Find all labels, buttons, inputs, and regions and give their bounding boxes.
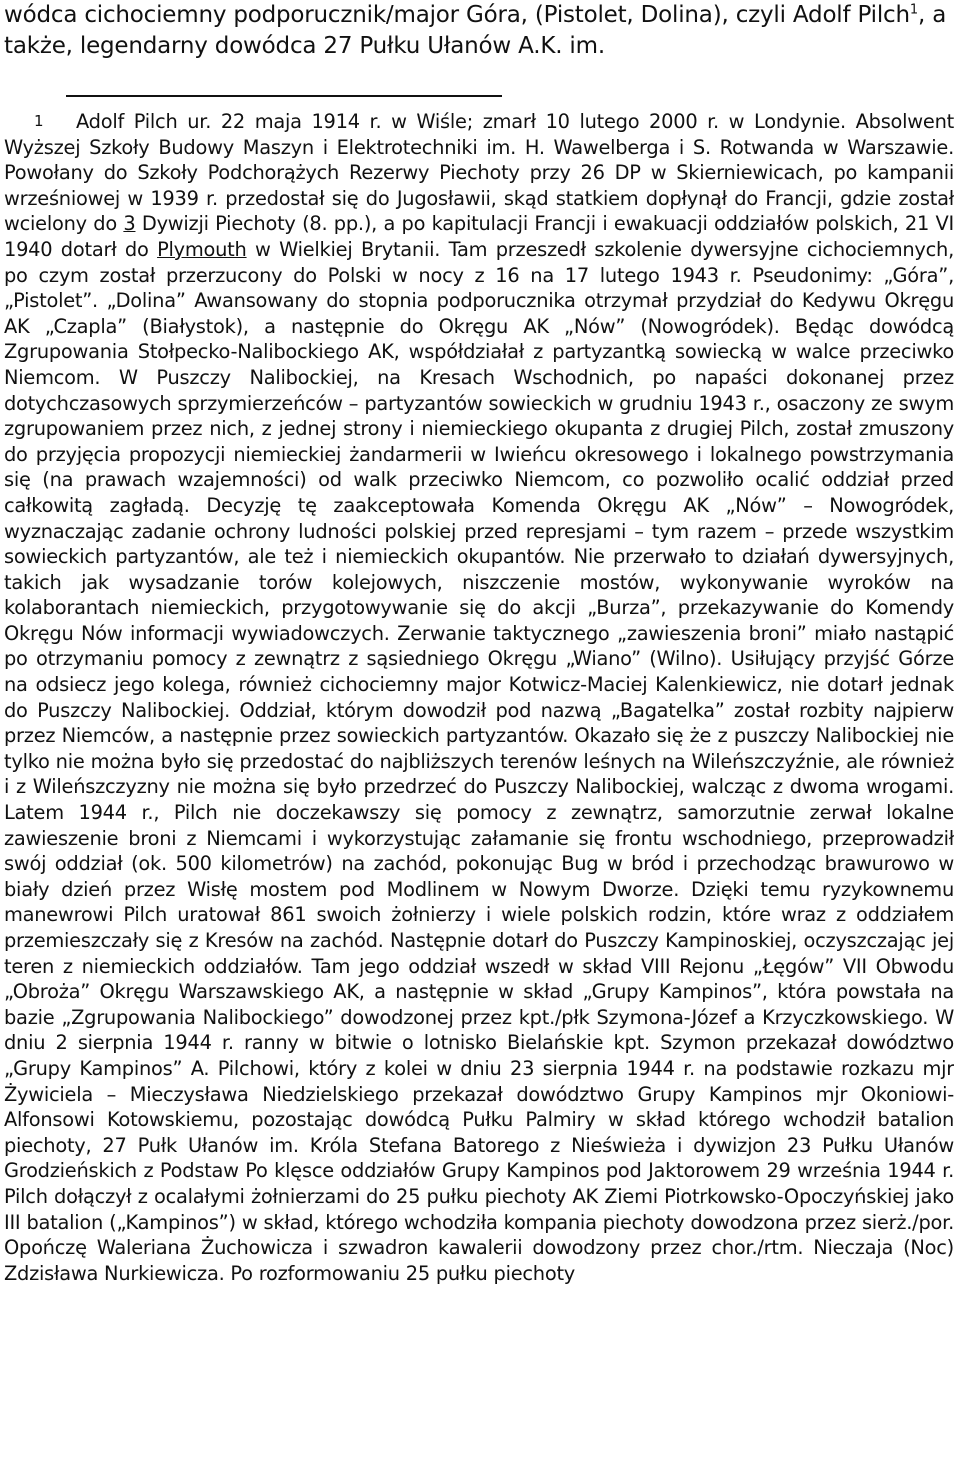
footnote-underlined-place: Plymouth — [157, 237, 247, 261]
footnote-separator — [66, 95, 502, 97]
heading-text-start: wódca cichociemny podporucznik/major Góra, (Pistolet, Dolina), czyli Adolf Pilch — [4, 2, 910, 28]
footnote-text-2: Dywizji Piechoty (8. pp.), a po kapitulacji Francji i ewakuacji oddziałów polskich, 21 VI 1940 dotarł do — [4, 212, 954, 261]
heading-text-end: , a także, legendarny dowódca 27 Pułku Ułanów A.K. im. — [4, 2, 947, 59]
footnote-text-3: w Wielkiej Brytanii. Tam przeszedł szkolenie dywersyjne cichociemnych, po czym został przerzucony do Polski w nocy z 16 na 17 lutego 1943 r. Pseudonimy: „Góra”, „Pistolet”. „Dolina” Awansowany do stopnia podporucznika otrzymał przydział do Kedywu Okręgu AK „Czapla” (Białystok), a następnie do Okręgu AK „Nów” (Nowogródek). Będąc dowódcą Zgrupowania Stołpecko-Nalibockiego AK, współdziałał z partyzantką sowiecką w walce przeciwko Niemcom. W Puszczy Nalibockiej, na Kresach Wschodnich, po napaści dokonanej przez dotychczasowych sprzymierzeńców – partyzantów sowieckich w grudniu 1943 r., osaczony ze swym zgrupowaniem przez nich, z jednej strony i niemieckiego okupanta z drugiej Pilch, został zmuszony do przyjęcia propozycji niemieckiej żandarmerii w Iwieńcu okresowego i lokalnego powstrzymania się (na prawach wzajemności) od walk przeciwko Niemcom, co pozwoliło ocalić oddział przed całkowitą zagładą. Decyzję tę zaakceptowała Komenda Okręgu AK „Nów” – Nowogródek, wyznaczając zadanie ochrony ludności polskiej przed represjami – tym razem – przede wszystkim sowieckich partyzantów, ale też i niemieckich okupantów. Nie przerwało to działań dywersyjnych, takich jak wysadzanie torów kolejowych, niszczenie mostów, wykonywanie wyroków na kolaborantach niemieckich, przygotowywanie się do akcji „Burza”, przekazywanie do Komendy Okręgu Nów informacji wywiadowczych. Zerwanie taktycznego „zawieszenia broni” miało nastąpić po otrzymaniu pomocy z zewnątrz z sąsiedniego Okręgu „Wiano” (Wilno). Usiłujący przyjść Górze na odsiecz jego kolega, również cichociemny major Kotwicz-Maciej Kalenkiewicz, nie dotarł jednak do Puszczy Nalibockiej. Oddział, którym dowodził pod nazwą „Bagatelka” został rozbity najpierw przez Niemców, a następnie przez sowieckich partyzantów. Okazało się że z puszczy Nalibockiej nie tylko nie można było się przedostać do najbliższych terenów leśnych na Wileńszczyźnie, ale również i z Wileńszczyzny nie można się było przedrzeć do Puszczy Nalibockiej, walcząc z dwoma wrogami. Latem 1944 r., Pilch nie doczekawszy się pomocy z zewnątrz, samorzutnie zerwał lokalne zawieszenie broni z Niemcami i wykorzystując załamanie się frontu wschodniego, przeprowadził swój oddział (ok. 500 kilometrów) na zachód, pokonując Bug w bród i przechodząc brawurowo w biały dzień przez Wisłę mostem pod Modlinem w Nowym Dworze. Dzięki temu ryzykownemu manewrowi Pilch uratował 861 swoich żołnierzy i wiele polskich rodzin, które wraz z oddziałem przemieszczały się z Kresów na zachód. Następnie dotarł do Puszczy Kampinoskiej, oczyszczając jej teren z niemieckich oddziałów. Tam jego oddział wszedł w skład VIII Rejonu „Łęgów” VII Obwodu „Obroża” Okręgu Warszawskiego AK, a następnie w skład „Grupy Kampinos”, która powstała na bazie „Zgrupowania Nalibockiego” dowodzonej przez kpt./płk Szymona-Józef a Krzyczkowskiego. W dniu 2 sierpnia 1944 r. ranny w bitwie o lotnisko Bielańskie kpt. Szymon przekazał dowództwo „Grupy Kampinos” A. Pilchowi, który z kolei w dniu 23 sierpnia 1944 r. na podstawie rozkazu mjr Żywiciela – Mieczysława Niedzielskiego przekazał dowództwo Grupy Kampinos mjr Okoniowi-Alfonsowi Kotowskiemu, pozostając dowódcą Pułku Palmiry w skład którego wchodził batalion piechoty, 27 Pułk Ułanów im. Króla Stefana Batorego z Nieświeża i dywizjon 23 Pułku Ułanów Grodzieńskich z Podstaw Po klęsce oddziałów Grupy Kampinos pod Jaktorowem 29 września 1944 r. Pilch dołączył z ocalałymi żołnierzami do 25 pułku piechoty AK Ziemi Piotrkowsko-Opoczyńskiej jako III batalion („Kampinos”) w skład, którego wchodziła kompania piechoty dowodzona przez sierż./por. Opończę Waleriana Żuchowicza i szwadron kawalerii dowodzony przez chor./rtm. Nieczaja (Noc) Zdzisława Nurkiewicza. Po rozformowaniu 25 pułku piechoty — [4, 237, 954, 1285]
footnote-paragraph — [4, 109, 954, 1286]
heading-paragraph — [4, 0, 954, 62]
footnote-reference: 1 — [909, 2, 918, 18]
footnote-underlined-division: 3 — [123, 212, 136, 236]
footnote-text-1: Adolf Pilch ur. 22 maja 1914 r. w Wiśle; zmarł 10 lutego 2000 r. w Londynie. Absolwent Wyższej Szkoły Budowy Maszyn i Elektrotechniki im. H. Wawelberga i S. Rotwanda w Warszawie. Powołany do Szkoły Podchorążych Rezerwy Piechoty przy 26 DP w Skierniewicach, po kampanii wrześniowej w 1939 r. przedostał się do Jugosławii, skąd statkiem dopłynął do Francji, gdzie został wcielony do — [4, 110, 954, 236]
document-page — [4, 0, 954, 1460]
footnote-number: 1 — [34, 112, 44, 130]
